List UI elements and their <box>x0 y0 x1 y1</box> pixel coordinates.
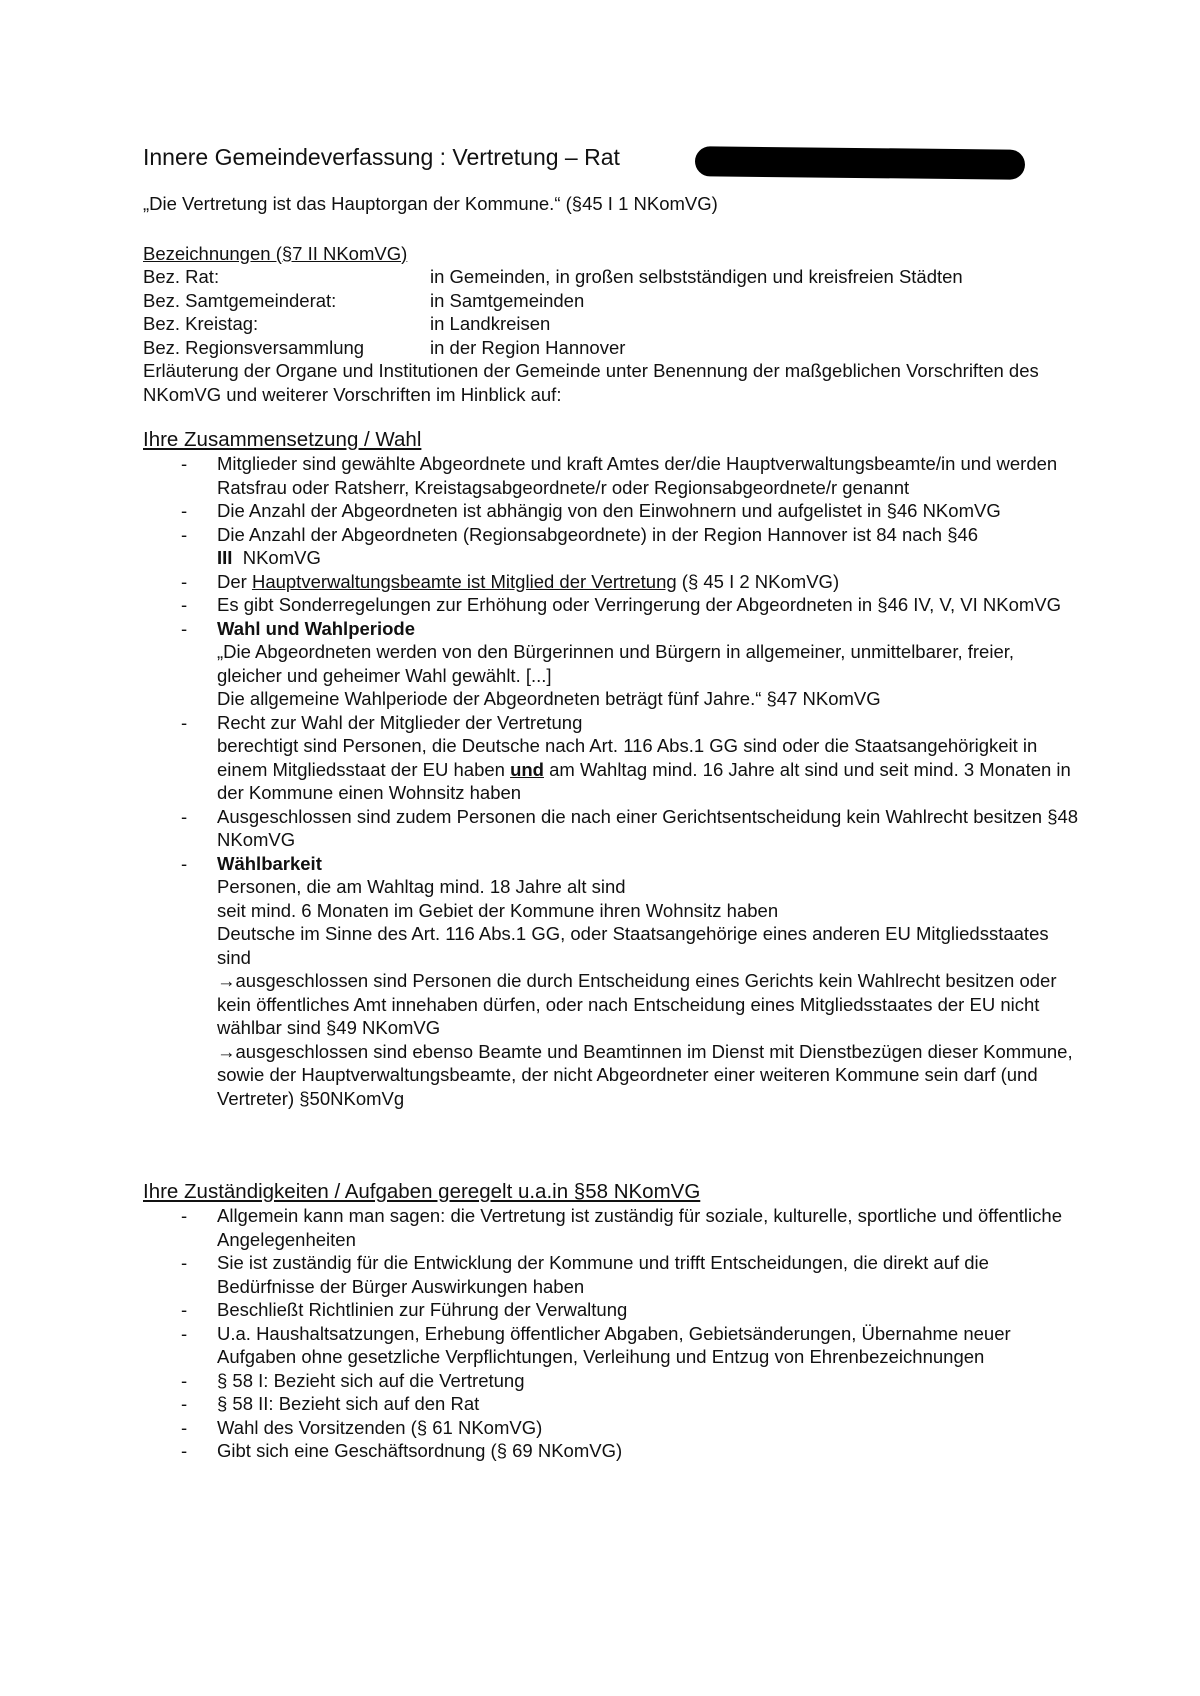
list-item <box>143 523 1083 570</box>
list-item <box>143 499 1083 523</box>
redaction-mark <box>695 146 1025 179</box>
document-page <box>143 140 1083 1463</box>
item-text: Gibt sich eine Geschäftsordnung (§ 69 NKomVG) <box>217 1440 623 1461</box>
section1-heading: Ihre Zusammensetzung / Wahl <box>143 428 422 451</box>
list-item <box>143 452 1083 499</box>
intro-quote: „Die Vertretung ist das Hauptorgan der Kommune.“ (§45 I 1 NKomVG) <box>143 193 718 214</box>
item-text: Beschließt Richtlinien zur Führung der Verwaltung <box>217 1299 628 1320</box>
bezeichnung-row <box>143 265 1083 289</box>
item-text: NKomVG <box>242 547 321 568</box>
list-item <box>143 805 1083 852</box>
list-item <box>143 1369 1083 1393</box>
bezeichnung-name: Bez. Samtgemeinderat: <box>143 289 337 311</box>
list-dash: - <box>181 1252 188 1273</box>
section1-list <box>143 452 1083 1110</box>
bezeichnungen-section <box>143 242 1083 407</box>
spacer <box>143 1110 1083 1158</box>
item-underlined-text: und <box>510 758 544 780</box>
item-underlined-text: Hauptverwaltungsbeamte ist Mitglied der Vertretung <box>251 570 677 592</box>
list-dash: - <box>181 570 188 592</box>
item-text: →ausgeschlossen sind ebenso Beamte und Beamtinnen im Dienst mit Dienstbezügen dieser Kommune, sowie der Hauptverwaltungsbeamte, der nicht Abgeordneter einer weiteren Kommune sein darf (und Vertreter) §50NKomVg <box>217 1040 1073 1109</box>
list-dash: - <box>181 1416 188 1438</box>
list-dash: - <box>181 711 188 733</box>
bezeichnung-name: Bez. Regionsversammlung <box>143 336 365 358</box>
item-text: U.a. Haushaltsatzungen, Erhebung öffentlicher Abgaben, Gebietsänderungen, Übernahme neuer Aufgaben ohne gesetzliche Verpflichtungen, Verleihung und Entzug von Ehrenbezeichnungen <box>217 1322 1011 1367</box>
bezeichnung-desc: in Samtgemeinden <box>430 289 585 311</box>
list-item <box>143 1392 1083 1416</box>
list-dash: - <box>181 523 188 545</box>
item-text: Es gibt Sonderregelungen zur Erhöhung oder Verringerung der Abgeordneten in §46 IV, V, VI NKomVG <box>217 594 1062 615</box>
list-item <box>143 593 1083 617</box>
list-dash: - <box>181 617 188 639</box>
list-dash: - <box>181 1369 188 1391</box>
list-dash: - <box>181 453 188 474</box>
item-text: „Die Abgeordneten werden von den Bürgerinnen und Bürgern in allgemeiner, unmittelbarer, freier, gleicher und geheimer Wahl gewählt. [...] <box>217 641 1015 686</box>
list-dash: - <box>181 852 188 874</box>
section2-list <box>143 1204 1083 1463</box>
list-item <box>143 617 1083 711</box>
list-dash: - <box>181 1205 188 1226</box>
list-item <box>143 1298 1083 1322</box>
list-dash: - <box>181 594 188 615</box>
item-title: Wählbarkeit <box>217 852 322 874</box>
bezeichnung-name: Bez. Kreistag: <box>143 313 259 334</box>
bezeichnung-row <box>143 312 1083 336</box>
item-bold-text: III <box>217 547 233 568</box>
list-item <box>143 711 1083 805</box>
item-text: Die allgemeine Wahlperiode der Abgeordneten beträgt fünf Jahre.“ §47 NKomVG <box>217 688 881 709</box>
list-dash: - <box>181 1299 188 1320</box>
item-text: § 58 II: Bezieht sich auf den Rat <box>217 1393 480 1414</box>
list-item <box>143 1322 1083 1369</box>
item-text: Sie ist zuständig für die Entwicklung der Kommune und trifft Entscheidungen, die direkt auf die Bedürfnisse der Bürger Auswirkungen haben <box>217 1252 989 1297</box>
item-text: →ausgeschlossen sind Personen die durch Entscheidung eines Gerichts kein Wahlrecht besitzen oder kein öffentliches Amt innehaben dürfen, oder nach Entscheidung eines Mitgliedsstaates der EU nicht wählbar sind §49 NKomVG <box>217 970 1057 1038</box>
item-text: Die Anzahl der Abgeordneten (Regionsabgeordnete) in der Region Hannover ist 84 nach §46 <box>217 523 979 545</box>
item-text: seit mind. 6 Monaten im Gebiet der Kommune ihren Wohnsitz haben <box>217 899 779 921</box>
list-item <box>143 1416 1083 1440</box>
bezeichnung-desc: in Landkreisen <box>430 313 551 334</box>
item-text: berechtigt sind Personen, die Deutsche nach Art. 116 Abs.1 GG sind oder die Staatsangehörigkeit in einem Mitgliedsstaat der EU haben <box>217 735 1038 780</box>
bezeichnungen-intro: Erläuterung der Organe und Institutionen der Gemeinde unter Benennung der maßgeblichen Vorschriften des NKomVG und weiterer Vorschriften im Hinblick auf: <box>143 360 1039 405</box>
list-dash: - <box>181 1393 188 1414</box>
list-dash: - <box>181 1322 188 1344</box>
item-text: Der <box>217 570 252 592</box>
item-title: Wahl und Wahlperiode <box>217 617 416 639</box>
item-text: § 58 I: Bezieht sich auf die Vertretung <box>217 1369 525 1391</box>
item-text: (§ 45 I 2 NKomVG) <box>676 570 840 592</box>
item-text: Deutsche im Sinne des Art. 116 Abs.1 GG, oder Staatsangehörige eines anderen EU Mitgliedsstaates sind <box>217 923 1049 968</box>
bezeichnung-row <box>143 289 1083 313</box>
list-item <box>143 1439 1083 1463</box>
list-dash: - <box>181 500 188 521</box>
bezeichnungen-heading: Bezeichnungen (§7 II NKomVG) <box>143 242 408 264</box>
list-dash: - <box>181 805 188 827</box>
list-dash: - <box>181 1440 188 1461</box>
item-text: Wahl des Vorsitzenden (§ 61 NKomVG) <box>217 1416 543 1438</box>
page-title: Innere Gemeindeverfassung : Vertretung – Rat <box>143 144 620 171</box>
item-title: Recht zur Wahl der Mitglieder der Vertretung <box>217 711 583 733</box>
item-text: Ausgeschlossen sind zudem Personen die nach einer Gerichtsentscheidung kein Wahlrecht besitzen §48 NKomVG <box>217 805 1079 850</box>
item-text: Mitglieder sind gewählte Abgeordnete und kraft Amtes der/die Hauptverwaltungsbeamte/in und werden Ratsfrau oder Ratsherr, Kreistagsabgeordnete/r oder Regionsabgeordnete/r genannt <box>217 453 1058 498</box>
bezeichnung-desc: in Gemeinden, in großen selbstständigen und kreisfreien Städten <box>430 266 963 287</box>
list-item <box>143 570 1083 594</box>
item-text: Allgemein kann man sagen: die Vertretung ist zuständig für soziale, kulturelle, sportliche und öffentliche Angelegenheiten <box>217 1205 1062 1250</box>
item-text: am Wahltag mind. 16 Jahre alt sind und seit mind. 3 Monaten in der Kommune einen Wohnsitz haben <box>217 758 1071 803</box>
item-text: Personen, die am Wahltag mind. 18 Jahre alt sind <box>217 876 626 897</box>
bezeichnung-name: Bez. Rat: <box>143 266 220 287</box>
bezeichnung-desc: in der Region Hannover <box>430 336 626 358</box>
list-item <box>143 852 1083 1111</box>
list-item <box>143 1204 1083 1251</box>
item-text: Die Anzahl der Abgeordneten ist abhängig von den Einwohnern und aufgelistet in §46 NKomVG <box>217 500 1001 521</box>
bezeichnung-row <box>143 336 1083 360</box>
section2-heading: Ihre Zuständigkeiten / Aufgaben geregelt u.a.in §58 NKomVG <box>143 1180 701 1203</box>
list-item <box>143 1251 1083 1298</box>
